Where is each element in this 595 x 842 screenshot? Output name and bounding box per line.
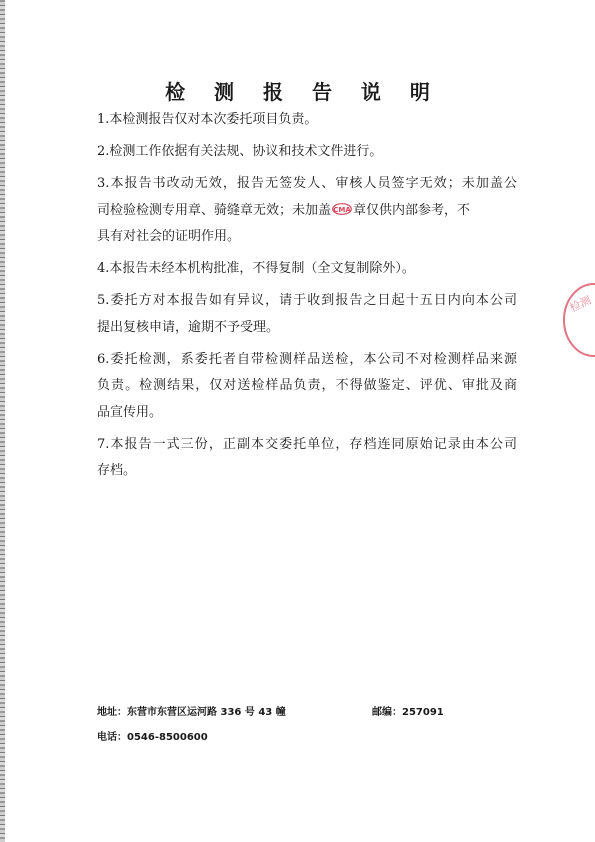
item-line: 3.本报告书改动无效，报告无签发人、审核人员签字无效；未加盖公 xyxy=(97,176,517,191)
phone-line xyxy=(97,728,208,743)
item-line: 存档。 xyxy=(97,463,137,478)
item-line: 品宣传用。 xyxy=(97,404,163,420)
svg-text:CMA: CMA xyxy=(333,205,351,214)
item-line: 2.检测工作依据有关法规、协议和技术文件进行。 xyxy=(97,144,383,159)
address-label: 地址： xyxy=(97,707,127,718)
item-line-text: 司检验检测专用章、骑缝章无效；未加盖 xyxy=(97,202,332,218)
scan-edge xyxy=(0,0,5,842)
item-line: 5.委托方对本报告如有异议，请于收到报告之日起十五日内向本公司 xyxy=(97,293,517,308)
postcode-label: 邮编： xyxy=(372,707,402,718)
list-item xyxy=(97,256,517,283)
item-line: 1.本检测报告仅对本次委托项目负责。 xyxy=(97,112,318,127)
postcode-line xyxy=(372,703,444,718)
item-line-with-mark xyxy=(97,198,517,225)
item-line: 4.本报告未经本机构批准，不得复制（全文复制除外）。 xyxy=(97,261,415,276)
list-item xyxy=(97,139,517,166)
list-item xyxy=(97,171,517,251)
svg-text:检测: 检测 xyxy=(567,293,594,315)
item-line: 6.委托检测，系委托者自带检测样品送检，本公司不对检测样品来源 xyxy=(97,351,517,367)
list-item xyxy=(97,347,517,427)
list-item xyxy=(97,288,517,341)
cma-mark-icon xyxy=(332,203,352,215)
item-line-text: 章仅供内部参考，不 xyxy=(353,202,471,218)
page-title: 检 测 报 告 说 明 xyxy=(165,80,441,104)
address-line xyxy=(97,703,286,718)
item-line: 7.本报告一式三份，正副本交委托单位，存档连同原始记录由本公司 xyxy=(97,436,517,452)
postcode-value: 257091 xyxy=(402,707,444,718)
phone-value: 0546-8500600 xyxy=(127,732,208,743)
phone-label: 电话： xyxy=(97,732,127,743)
item-line: 具有对社会的证明作用。 xyxy=(97,229,241,244)
company-seal xyxy=(560,280,595,360)
notes-list xyxy=(97,107,517,490)
item-line: 提出复核申请，逾期不予受理。 xyxy=(97,319,280,335)
list-item xyxy=(97,432,517,485)
list-item xyxy=(97,107,517,134)
address-value: 东营市东营区运河路 336 号 43 幢 xyxy=(127,707,286,718)
item-line: 负责。检测结果，仅对送检样品负责，不得做鉴定、评优、审批及商 xyxy=(97,378,517,393)
